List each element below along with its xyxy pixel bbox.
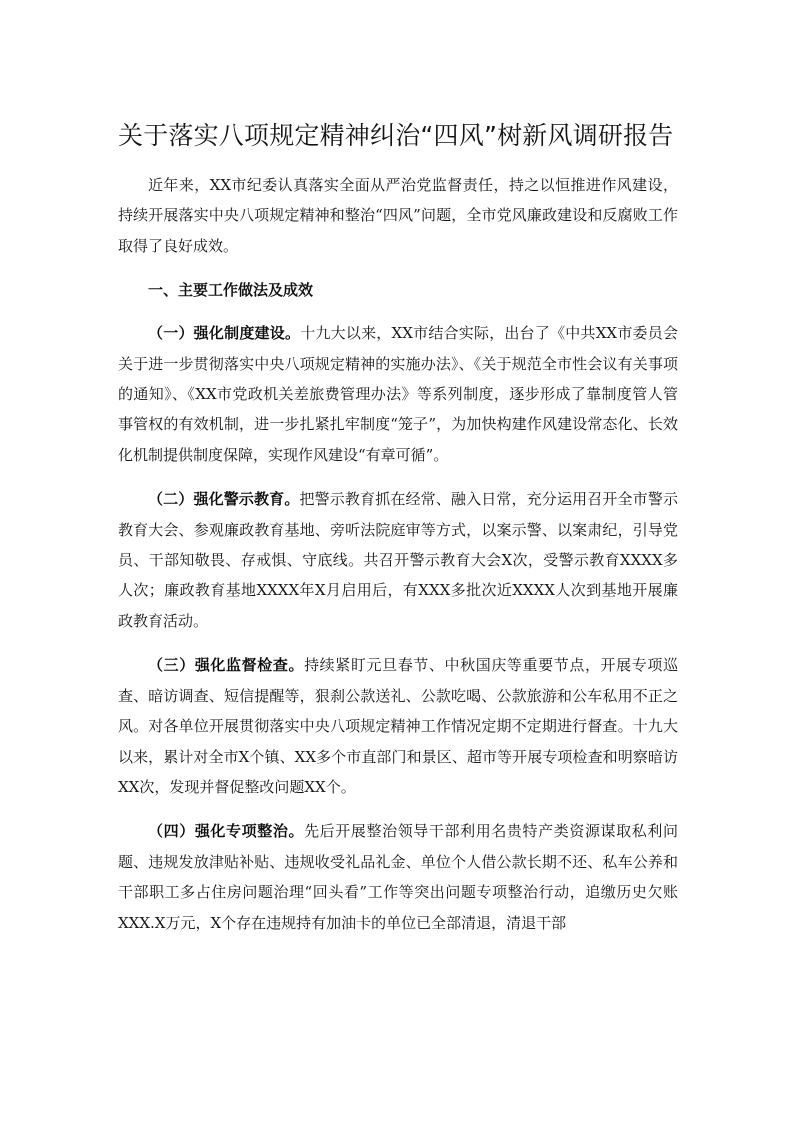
- paragraph-lead: （二）强化警示教育。: [148, 490, 300, 509]
- paragraph-item-4: [118, 816, 678, 938]
- paragraph-lead: （四）强化专项整治。: [148, 822, 305, 841]
- document-title: 关于落实八项规定精神纠治“四风”树新风调研报告: [118, 121, 674, 150]
- paragraph-text: 持续紧盯元旦春节、中秋国庆等重要节点，开展专项巡查、暗访调查、短信提醒等，狠刹公款送礼、公款吃喝、公款旅游和公车私用不正之风。对各单位开展贯彻落实中央八项规定精神工作情况定期不定期进行督查。十九大以来，累计对全市X个镇、XX多个市直部门和景区、超市等开展专项检查和明察暗访XX次，发现并督促整改问题XX个。: [118, 656, 678, 796]
- paragraph-lead: （三）强化监督检查。: [148, 656, 305, 675]
- document-body: [118, 170, 678, 938]
- paragraph-item-3: [118, 650, 678, 802]
- paragraph-text: 先后开展整治领导干部利用名贵特产类资源谋取私利问题、违规发放津贴补贴、违规收受礼品礼金、单位个人借公款长期不还、私车公养和干部职工多占住房问题治理“回头看”工作等突出问题专项整治行动，追缴历史欠账XXX.X万元，X个存在违规持有加油卡的单位已全部清退，清退干部: [118, 822, 678, 932]
- section-heading: 一、主要工作做法及成效: [148, 281, 314, 300]
- paragraph-text: 十九大以来，XX市结合实际，出台了《中共XX市委员会关于进一步贯彻落实中央八项规定精神的实施办法》、《关于规范全市性会议有关事项的通知》、《XX市党政机关差旅费管理办法》等系列制度，逐步形成了靠制度管人管事管权的有效机制，进一步扎紧扎牢制度“笼子”，为加快构建作风建设常态化、长效化机制提供制度保障，实现作风建设“有章可循”。: [118, 324, 678, 464]
- paragraph-lead: （一）强化制度建设。: [148, 324, 301, 343]
- paragraph-text: 把警示教育抓在经常、融入日常，充分运用召开全市警示教育大会、参观廉政教育基地、旁听法院庭审等方式，以案示警、以案肃纪，引导党员、干部知敬畏、存戒惧、守底线。共召开警示教育大会X次，受警示教育XXXX多人次；廉政教育基地XXXX年X月启用后，有XXX多批次近XXXX人次到基地开展廉政教育活动。: [118, 490, 678, 630]
- paragraph-item-1: [118, 318, 678, 470]
- intro-paragraph: 近年来，XX市纪委认真落实全面从严治党监督责任，持之以恒推进作风建设，持续开展落实中央八项规定精神和整治“四风”问题，全市党风廉政建设和反腐败工作取得了良好成效。: [118, 176, 678, 255]
- paragraph-item-2: [118, 484, 678, 636]
